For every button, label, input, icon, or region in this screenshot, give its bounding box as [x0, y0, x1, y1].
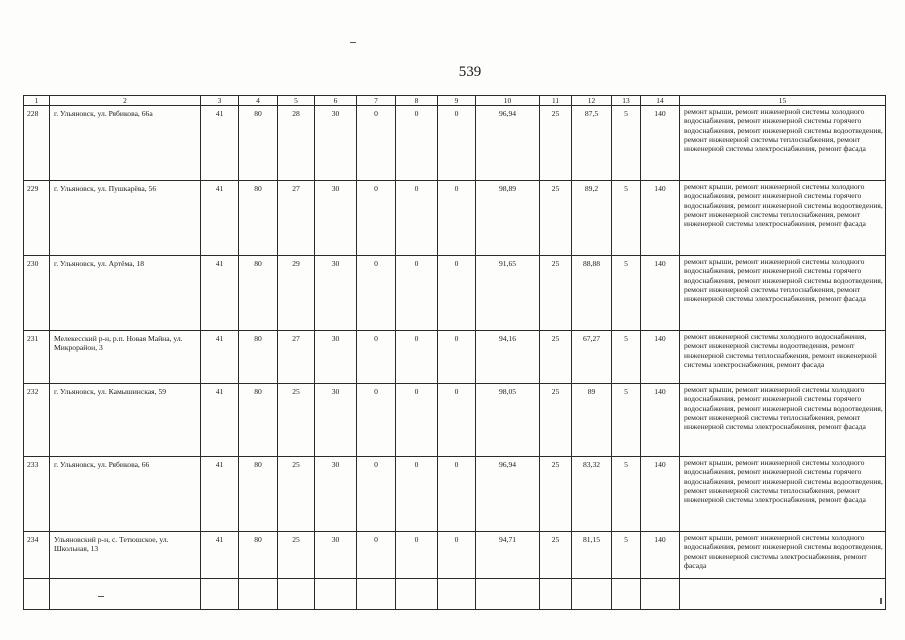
value-cell: 96,94	[476, 106, 540, 181]
value-cell: 140	[641, 181, 680, 256]
value-cell: 25	[540, 532, 572, 579]
value-cell: 29	[278, 256, 315, 331]
value-cell: 0	[438, 106, 476, 181]
value-cell: 30	[315, 384, 357, 457]
column-header: 6	[315, 96, 357, 106]
address-cell: г. Ульяновск, ул. Камышинская, 59	[50, 384, 201, 457]
row-number-cell: 234	[24, 532, 50, 579]
row-number-cell: 230	[24, 256, 50, 331]
value-cell: 5	[612, 457, 641, 532]
value-cell: 5	[612, 331, 641, 384]
value-cell: 0	[438, 532, 476, 579]
value-cell: 25	[540, 457, 572, 532]
row-number-cell: 233	[24, 457, 50, 532]
value-cell: 87,5	[572, 106, 612, 181]
table-row	[24, 384, 886, 457]
value-cell: 28	[278, 106, 315, 181]
page-number: 539	[458, 64, 482, 80]
column-header: 5	[278, 96, 315, 106]
value-cell: 96,94	[476, 457, 540, 532]
value-cell: 88,88	[572, 256, 612, 331]
value-cell: 0	[438, 457, 476, 532]
value-cell: 80	[239, 331, 278, 384]
value-cell: 0	[396, 384, 438, 457]
value-cell: 30	[315, 181, 357, 256]
value-cell: 41	[201, 181, 239, 256]
value-cell: 25	[278, 384, 315, 457]
value-cell: 25	[540, 331, 572, 384]
value-cell: 81,15	[572, 532, 612, 579]
column-header: 15	[680, 96, 886, 106]
value-cell: 30	[315, 457, 357, 532]
address-cell: г. Ульяновск, ул. Рябикова, 66	[50, 457, 201, 532]
value-cell: 41	[201, 331, 239, 384]
value-cell: 0	[357, 181, 396, 256]
value-cell: 41	[201, 256, 239, 331]
empty-cell	[396, 579, 438, 610]
value-cell: 0	[438, 384, 476, 457]
column-header: 10	[476, 96, 540, 106]
address-cell: Ульяновский р-н, с. Тетюшское, ул. Школьная, 13	[50, 532, 201, 579]
value-cell: 91,65	[476, 256, 540, 331]
value-cell: 0	[357, 106, 396, 181]
empty-cell	[24, 579, 50, 610]
column-header: 14	[641, 96, 680, 106]
work-description-cell: ремонт инженерной системы холодного водоснабжения, ремонт инженерной системы водоотведения, ремонт инженерной системы теплоснабжения, ремонт инженерной системы электроснабжения, ремонт фасада	[680, 331, 886, 384]
value-cell: 0	[357, 457, 396, 532]
value-cell: 25	[540, 384, 572, 457]
value-cell: 0	[438, 181, 476, 256]
value-cell: 0	[438, 256, 476, 331]
value-cell: 80	[239, 532, 278, 579]
column-header: 3	[201, 96, 239, 106]
value-cell: 25	[540, 256, 572, 331]
value-cell: 0	[438, 331, 476, 384]
value-cell: 140	[641, 384, 680, 457]
row-number-cell: 231	[24, 331, 50, 384]
scan-mark	[98, 596, 104, 597]
value-cell: 0	[357, 331, 396, 384]
address-cell: Мелекесский р-н, р.п. Новая Майна, ул. Микрорайон, 3	[50, 331, 201, 384]
column-header: 1	[24, 96, 50, 106]
column-header: 8	[396, 96, 438, 106]
value-cell: 80	[239, 457, 278, 532]
value-cell: 25	[540, 181, 572, 256]
table-row	[24, 106, 886, 181]
value-cell: 98,89	[476, 181, 540, 256]
value-cell: 83,32	[572, 457, 612, 532]
value-cell: 41	[201, 532, 239, 579]
value-cell: 0	[357, 384, 396, 457]
empty-cell	[572, 579, 612, 610]
value-cell: 0	[357, 256, 396, 331]
value-cell: 5	[612, 256, 641, 331]
value-cell: 98,05	[476, 384, 540, 457]
value-cell: 140	[641, 457, 680, 532]
value-cell: 5	[612, 532, 641, 579]
empty-cell	[540, 579, 572, 610]
address-cell: г. Ульяновск, ул. Артёма, 18	[50, 256, 201, 331]
work-description-cell: ремонт крыши, ремонт инженерной системы холодного водоснабжения, ремонт инженерной системы водоотведения, ремонт инженерной системы электроснабжения, ремонт фасада	[680, 532, 886, 579]
value-cell: 0	[396, 106, 438, 181]
table-row	[24, 256, 886, 331]
data-table	[23, 95, 886, 610]
value-cell: 80	[239, 384, 278, 457]
table-row	[24, 181, 886, 256]
empty-cell	[278, 579, 315, 610]
address-cell: г. Ульяновск, ул. Пушкарёва, 56	[50, 181, 201, 256]
value-cell: 25	[278, 457, 315, 532]
work-description-cell: ремонт крыши, ремонт инженерной системы холодного водоснабжения, ремонт инженерной системы горячего водоснабжения, ремонт инженерной системы водоотведения, ремонт инженерной системы теплоснабжения, ремонт инженерной системы электроснабжения, ремонт фасада	[680, 256, 886, 331]
table-row	[24, 532, 886, 579]
value-cell: 30	[315, 256, 357, 331]
value-cell: 89	[572, 384, 612, 457]
value-cell: 0	[396, 181, 438, 256]
work-description-cell: ремонт крыши, ремонт инженерной системы холодного водоснабжения, ремонт инженерной системы горячего водоснабжения, ремонт инженерной системы водоотведения, ремонт инженерной системы теплоснабжения, ремонт инженерной системы электроснабжения, ремонт фасада	[680, 181, 886, 256]
value-cell: 0	[357, 532, 396, 579]
empty-cell	[50, 579, 201, 610]
empty-cell	[315, 579, 357, 610]
value-cell: 0	[396, 331, 438, 384]
column-header: 2	[50, 96, 201, 106]
value-cell: 80	[239, 106, 278, 181]
value-cell: 41	[201, 384, 239, 457]
value-cell: 5	[612, 384, 641, 457]
table-row	[24, 331, 886, 384]
value-cell: 30	[315, 106, 357, 181]
value-cell: 25	[540, 106, 572, 181]
header-row	[24, 96, 886, 106]
value-cell: 27	[278, 181, 315, 256]
value-cell: 140	[641, 106, 680, 181]
value-cell: 94,16	[476, 331, 540, 384]
column-header: 12	[572, 96, 612, 106]
empty-cell	[357, 579, 396, 610]
work-description-cell: ремонт крыши, ремонт инженерной системы холодного водоснабжения, ремонт инженерной системы горячего водоснабжения, ремонт инженерной системы водоотведения, ремонт инженерной системы теплоснабжения, ремонт инженерной системы электроснабжения, ремонт фасада	[680, 106, 886, 181]
empty-cell	[641, 579, 680, 610]
value-cell: 140	[641, 256, 680, 331]
value-cell: 41	[201, 106, 239, 181]
empty-row	[24, 579, 886, 610]
value-cell: 80	[239, 181, 278, 256]
value-cell: 89,2	[572, 181, 612, 256]
value-cell: 5	[612, 106, 641, 181]
scan-mark	[880, 598, 882, 604]
value-cell: 27	[278, 331, 315, 384]
column-header: 4	[239, 96, 278, 106]
value-cell: 41	[201, 457, 239, 532]
empty-cell	[612, 579, 641, 610]
value-cell: 0	[396, 457, 438, 532]
address-cell: г. Ульяновск, ул. Рябикова, 66а	[50, 106, 201, 181]
work-description-cell: ремонт крыши, ремонт инженерной системы холодного водоснабжения, ремонт инженерной системы горячего водоснабжения, ремонт инженерной системы водоотведения, ремонт инженерной системы теплоснабжения, ремонт инженерной системы электроснабжения, ремонт фасада	[680, 384, 886, 457]
empty-cell	[239, 579, 278, 610]
column-header: 9	[438, 96, 476, 106]
scan-mark	[350, 42, 356, 43]
value-cell: 80	[239, 256, 278, 331]
row-number-cell: 229	[24, 181, 50, 256]
column-header: 11	[540, 96, 572, 106]
column-header: 13	[612, 96, 641, 106]
row-number-cell: 232	[24, 384, 50, 457]
value-cell: 140	[641, 331, 680, 384]
empty-cell	[680, 579, 886, 610]
empty-cell	[438, 579, 476, 610]
value-cell: 30	[315, 331, 357, 384]
work-description-cell: ремонт крыши, ремонт инженерной системы холодного водоснабжения, ремонт инженерной системы горячего водоснабжения, ремонт инженерной системы водоотведения, ремонт инженерной системы теплоснабжения, ремонт инженерной системы электроснабжения, ремонт фасада	[680, 457, 886, 532]
value-cell: 25	[278, 532, 315, 579]
empty-cell	[201, 579, 239, 610]
value-cell: 30	[315, 532, 357, 579]
empty-cell	[476, 579, 540, 610]
value-cell: 67,27	[572, 331, 612, 384]
value-cell: 0	[396, 532, 438, 579]
value-cell: 94,71	[476, 532, 540, 579]
value-cell: 5	[612, 181, 641, 256]
column-header: 7	[357, 96, 396, 106]
table-row	[24, 457, 886, 532]
row-number-cell: 228	[24, 106, 50, 181]
value-cell: 140	[641, 532, 680, 579]
value-cell: 0	[396, 256, 438, 331]
